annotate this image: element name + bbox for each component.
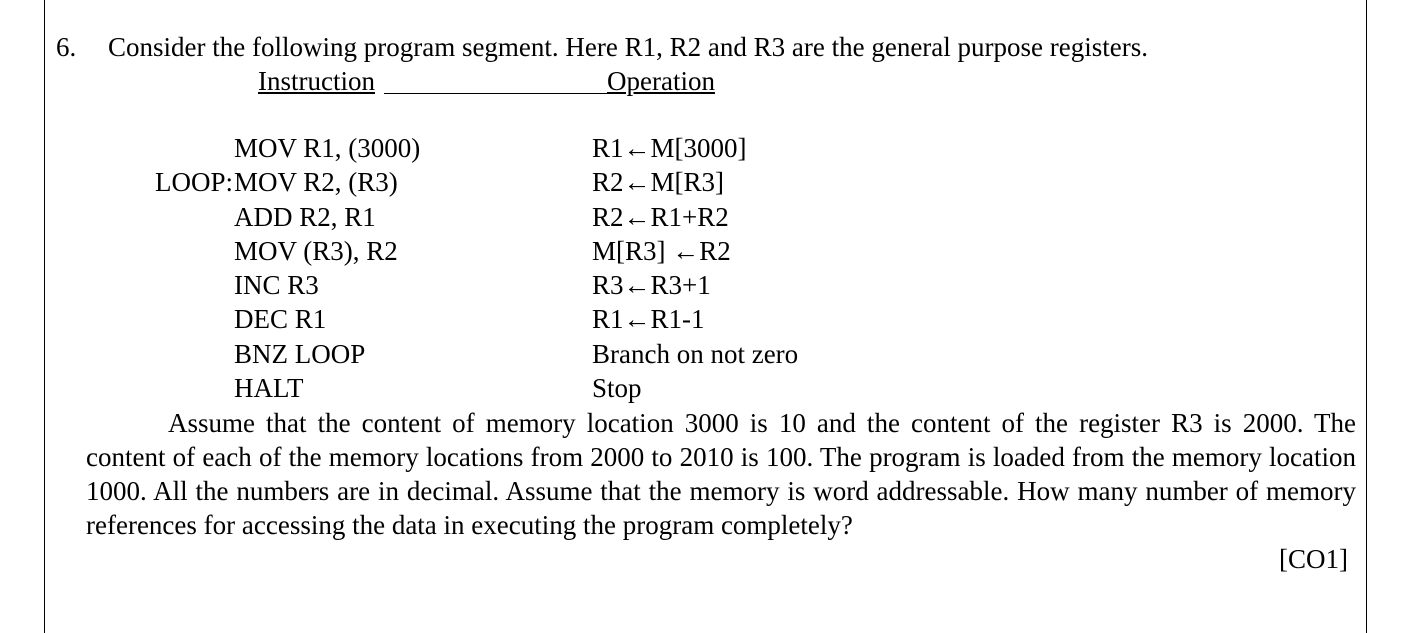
row-instruction: HALT xyxy=(234,373,304,404)
program-row xyxy=(0,200,1420,234)
row-operation: Stop xyxy=(592,373,642,404)
row-instruction: MOV (R3), R2 xyxy=(234,235,398,266)
operation-column-header: Operation xyxy=(607,66,715,96)
row-instruction: MOV R1, (3000) xyxy=(234,133,421,163)
program-row xyxy=(0,302,1420,336)
course-outcome-tag: [CO1] xyxy=(1279,544,1348,574)
program-row xyxy=(0,165,1420,199)
row-operation: R1←M[3000] xyxy=(592,133,747,163)
row-operation: Branch on not zero xyxy=(592,338,799,369)
program-row xyxy=(0,337,1420,371)
paragraph-text: Assume that the content of memory location 3000 is 10 and the content of the register R3 is 2000. The content of each of the memory locations from 2000 to 2010 is 100. The program is loaded from the memory location 1000. All the numbers are in decimal. Assume that the memory is word addressable. How many number of memory references for accessing the data in executing the program completely? xyxy=(86,408,1356,540)
row-operation: R3←R3+1 xyxy=(592,270,711,301)
row-operation: R2←M[R3] xyxy=(592,167,725,198)
header-underline-gap xyxy=(384,93,609,94)
row-instruction: DEC R1 xyxy=(234,304,327,335)
program-row xyxy=(0,234,1420,268)
row-operation: R2←R1+R2 xyxy=(592,201,729,232)
row-operation: M[R3] ←R2 xyxy=(592,235,731,266)
instruction-column-header: Instruction xyxy=(258,66,375,96)
program-row xyxy=(0,268,1420,302)
row-operation: R1←R1-1 xyxy=(592,304,705,335)
program-listing xyxy=(0,131,1420,405)
row-instruction: BNZ LOOP xyxy=(234,338,366,369)
program-row xyxy=(0,371,1420,405)
row-instruction: MOV R2, (R3) xyxy=(234,167,398,198)
question-text: Consider the following program segment. Here R1, R2 and R3 are the general purpose registers. xyxy=(108,32,1148,62)
row-instruction: INC R3 xyxy=(234,270,319,301)
program-row xyxy=(0,131,1420,165)
row-label: LOOP: xyxy=(154,167,233,198)
question-paragraph xyxy=(86,406,1356,542)
question-number: 6. xyxy=(56,32,77,62)
row-instruction: ADD R2, R1 xyxy=(234,201,376,232)
